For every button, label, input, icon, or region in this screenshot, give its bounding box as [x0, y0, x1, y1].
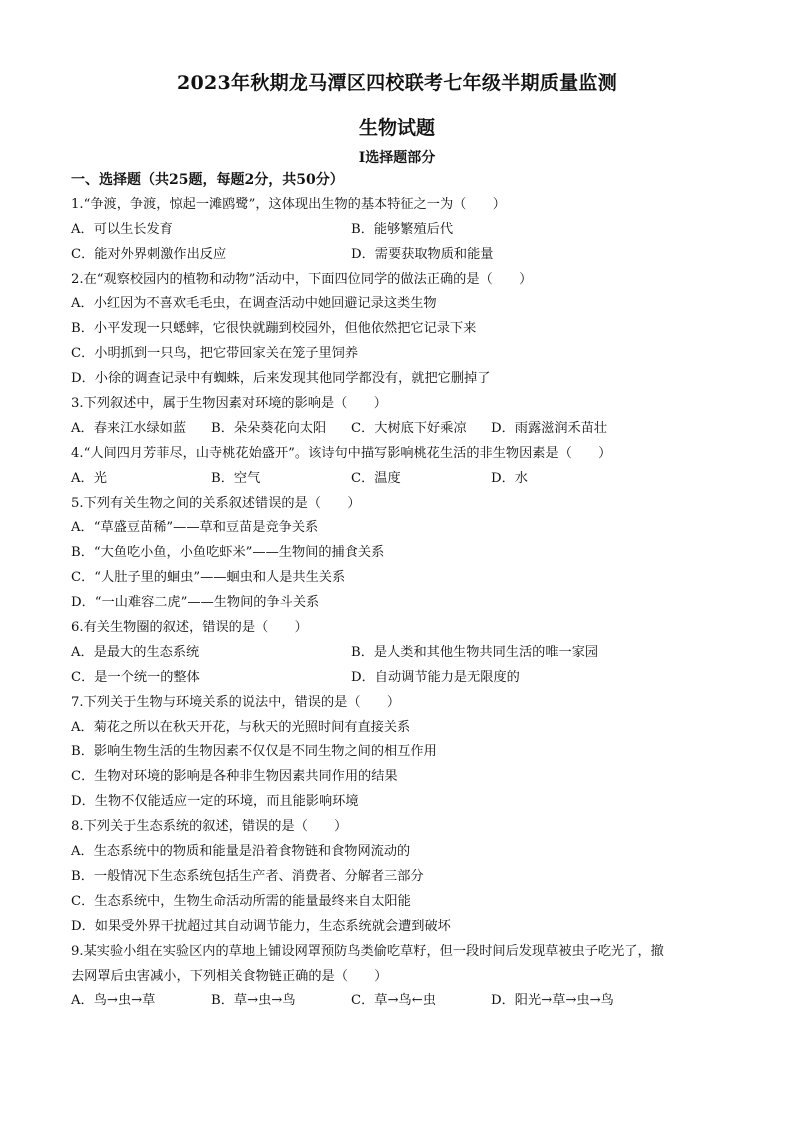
option: B．一般情况下生态系统包括生产者、消费者、分解者三部分 [71, 868, 424, 884]
question-stem: 1.“争渡，争渡，惊起一滩鸥鹭”，这体现出生物的基本特征之一为（ ） [71, 196, 506, 212]
option-row [71, 218, 721, 243]
option: D．水 [491, 470, 528, 486]
section-heading: 一、选择题（共25题，每题2分，共50分） [71, 172, 344, 188]
option: B．小平发现一只蟋蟀，它很快就蹦到校园外，但他依然把它记录下来 [71, 321, 477, 337]
option-row [71, 989, 721, 1014]
option-row [71, 467, 721, 492]
question-stem: 8.下列关于生态系统的叙述，错误的是（ ） [71, 819, 348, 835]
question-stem: 2.在“观察校园内的植物和动物”活动中，下面四位同学的做法正确的是（ ） [71, 271, 533, 287]
option-row [71, 641, 721, 666]
option-row [71, 666, 721, 691]
option: C．生物对环境的影响是各种非生物因素共同作用的结果 [71, 769, 398, 785]
option: B．能够繁殖后代 [351, 221, 454, 237]
part-heading: Ⅰ选择题部分 [358, 150, 436, 166]
question-stem: 6.有关生物圈的叙述，错误的是（ ） [71, 620, 308, 636]
option: C．“人肚子里的蛔虫”——蛔虫和人是共生关系 [71, 570, 346, 586]
question-list [71, 168, 721, 1014]
option: A．可以生长发育 [71, 221, 173, 237]
option: D．雨露滋润禾苗壮 [491, 420, 608, 436]
option: B．空气 [211, 470, 261, 486]
option: B．影响生物生活的生物因素不仅仅是不同生物之间的相互作用 [71, 744, 437, 760]
question-stem: 9.某实验小组在实验区内的草地上铺设网罩预防鸟类偷吃草籽，但一段时间后发现草被虫子吃光了，撤 [71, 943, 664, 959]
option: D．阳光→草→虫→鸟 [491, 993, 614, 1009]
option: C．草→鸟←虫 [351, 993, 436, 1009]
question-stem: 4.“人间四月芳菲尽，山寺桃花始盛开”。该诗句中描写影响桃花生活的非生物因素是（ ） [71, 445, 612, 461]
question-stem: 3.下列叙述中，属于生物因素对环境的影响是（ ） [71, 396, 387, 412]
option: B．是人类和其他生物共同生活的唯一家园 [351, 644, 599, 660]
option: D．小徐的调查记录中有蜘蛛，后来发现其他同学都没有，就把它删掉了 [71, 371, 491, 387]
option: D．自动调节能力是无限度的 [351, 669, 520, 685]
option: A．鸟→虫→草 [71, 993, 156, 1009]
option: A．菊花之所以在秋天开花，与秋天的光照时间有直接关系 [71, 719, 411, 735]
option: A．春来江水绿如蓝 [71, 420, 187, 436]
option: B．“大鱼吃小鱼，小鱼吃虾米”——生物间的捕食关系 [71, 545, 385, 561]
option-row [71, 243, 721, 268]
option: D．需要获取物质和能量 [351, 246, 494, 262]
option: D．“一山难容二虎”——生物间的争斗关系 [71, 595, 320, 611]
option: C．能对外界刺激作出反应 [71, 246, 227, 262]
option: A．光 [71, 470, 107, 486]
option: A．“草盛豆苗稀”——草和豆苗是竞争关系 [71, 520, 319, 536]
option: A．生态系统中的物质和能量是沿着食物链和食物网流动的 [71, 844, 411, 860]
question-stem: 7.下列关于生物与环境关系的说法中，错误的是（ ） [71, 694, 401, 710]
option: B．朵朵葵花向太阳 [211, 420, 327, 436]
option: C．温度 [351, 470, 401, 486]
option: A．小红因为不喜欢毛毛虫，在调查活动中她回避记录这类生物 [71, 296, 437, 312]
option: C．大树底下好乘凉 [351, 420, 467, 436]
option: C．生态系统中，生物生命活动所需的能量最终来自太阳能 [71, 893, 411, 909]
option: B．草→虫→鸟 [211, 993, 296, 1009]
option: D．生物不仅能适应一定的环境，而且能影响环境 [71, 794, 359, 810]
option: C．是一个统一的整体 [71, 669, 200, 685]
exam-title: 2023年秋期龙马潭区四校联考七年级半期质量监测 [176, 72, 618, 94]
option-row [71, 417, 721, 442]
exam-subject-title: 生物试题 [358, 117, 435, 139]
question-stem-continued: 去网罩后虫害减小，下列相关食物链正确的是（ ） [71, 968, 388, 984]
question-stem: 5.下列有关生物之间的关系叙述错误的是（ ） [71, 495, 361, 511]
option: A．是最大的生态系统 [71, 644, 200, 660]
option: D．如果受外界干扰超过其自动调节能力，生态系统就会遭到破坏 [71, 918, 451, 934]
option: C．小明抓到一只鸟，把它带回家关在笼子里饲养 [71, 346, 359, 362]
